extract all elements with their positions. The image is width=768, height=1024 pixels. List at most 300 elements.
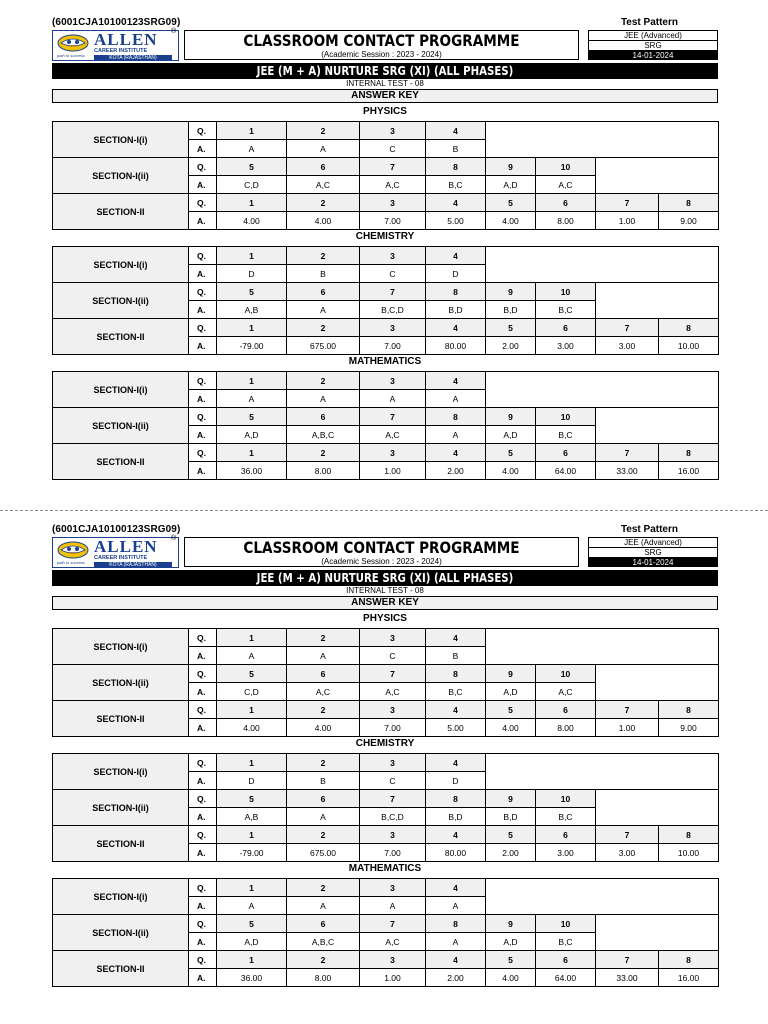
question-number-cell: 7 [360, 665, 426, 683]
question-number-cell: 2 [287, 629, 360, 647]
question-number-cell: 10 [536, 665, 596, 683]
test-pattern-box [588, 537, 718, 567]
empty-cell [596, 790, 719, 826]
question-number-cell: 2 [287, 826, 360, 844]
mathematics-table [52, 371, 719, 480]
question-number-cell: 4 [426, 319, 486, 337]
question-number-cell: 5 [486, 951, 536, 969]
answer-cell: A [426, 933, 486, 951]
allen-logo [52, 30, 179, 61]
section-label: SECTION-I(ii) [53, 408, 189, 444]
question-row [53, 951, 719, 969]
question-number-cell: 9 [486, 665, 536, 683]
question-label: Q. [189, 122, 217, 140]
answer-cell: A [217, 647, 287, 665]
answer-cell: A [360, 897, 426, 915]
question-number-cell: 9 [486, 283, 536, 301]
answer-cell: 7.00 [360, 212, 426, 230]
question-number-cell: 6 [287, 915, 360, 933]
question-number-cell: 9 [486, 158, 536, 176]
question-number-cell: 4 [426, 444, 486, 462]
question-row [53, 194, 719, 212]
answer-label: A. [189, 426, 217, 444]
answer-cell: C,D [217, 176, 287, 194]
question-number-cell: 9 [486, 915, 536, 933]
answer-cell: B,D [426, 301, 486, 319]
question-number-cell: 10 [536, 915, 596, 933]
answer-cell: A,D [486, 426, 536, 444]
answer-cell: B [287, 772, 360, 790]
question-number-cell: 7 [360, 790, 426, 808]
question-row [53, 247, 719, 265]
question-number-cell: 3 [360, 629, 426, 647]
question-number-cell: 6 [536, 951, 596, 969]
answer-cell: A,C [360, 933, 426, 951]
answer-cell: B,D [426, 808, 486, 826]
question-number-cell: 1 [217, 247, 287, 265]
answer-cell: A,C [360, 426, 426, 444]
question-label: Q. [189, 951, 217, 969]
question-label: Q. [189, 194, 217, 212]
answer-cell: 4.00 [287, 719, 360, 737]
question-number-cell: 10 [536, 158, 596, 176]
test-pattern-label: Test Pattern [620, 17, 678, 28]
question-number-cell: 8 [659, 194, 719, 212]
question-number-cell: 10 [536, 283, 596, 301]
question-row [53, 444, 719, 462]
question-label: Q. [189, 879, 217, 897]
question-number-cell: 7 [596, 194, 659, 212]
answer-cell: A,D [217, 933, 287, 951]
logo-subtitle: CAREER INSTITUTE [94, 555, 148, 561]
answer-cell: -79.00 [217, 337, 287, 355]
answer-cell: A [287, 390, 360, 408]
empty-cell [596, 915, 719, 951]
physics-table [52, 121, 719, 230]
question-row [53, 122, 719, 140]
course-banner [52, 63, 718, 79]
question-number-cell: 7 [360, 915, 426, 933]
question-row [53, 879, 719, 897]
question-number-cell: 6 [536, 319, 596, 337]
question-number-cell: 1 [217, 372, 287, 390]
test-pattern-box [588, 30, 718, 60]
question-label: Q. [189, 701, 217, 719]
answer-cell: 4.00 [486, 212, 536, 230]
answer-cell: 2.00 [426, 462, 486, 480]
question-number-cell: 5 [217, 408, 287, 426]
empty-cell [596, 665, 719, 701]
question-number-cell: 2 [287, 122, 360, 140]
programme-title: CLASSROOM CONTACT PROGRAMME [243, 31, 520, 50]
mathematics-table [52, 878, 719, 987]
question-number-cell: 8 [426, 915, 486, 933]
question-row [53, 754, 719, 772]
question-number-cell: 2 [287, 247, 360, 265]
answer-cell: A [426, 426, 486, 444]
question-number-cell: 3 [360, 194, 426, 212]
question-number-cell: 5 [486, 319, 536, 337]
question-number-cell: 6 [287, 790, 360, 808]
question-number-cell: 5 [486, 444, 536, 462]
answer-cell: A,D [486, 933, 536, 951]
registered-mark: ® [171, 28, 177, 35]
answer-cell: A [217, 140, 287, 158]
question-number-cell: 7 [596, 319, 659, 337]
answer-cell: A,C [287, 683, 360, 701]
question-number-cell: 7 [596, 826, 659, 844]
internal-test-label: INTERNAL TEST - 08 [346, 79, 424, 88]
answer-cell: A [360, 390, 426, 408]
answer-cell: 9.00 [659, 212, 719, 230]
answer-cell: B,C,D [360, 808, 426, 826]
section-label: SECTION-I(i) [53, 122, 189, 158]
answer-cell: 64.00 [536, 969, 596, 987]
answer-cell: 9.00 [659, 719, 719, 737]
logo-tagline: path to success [57, 53, 85, 58]
answer-label: A. [189, 719, 217, 737]
answer-cell: 7.00 [360, 844, 426, 862]
answer-cell: C [360, 647, 426, 665]
question-row [53, 629, 719, 647]
subject-title-chemistry: CHEMISTRY [355, 738, 415, 749]
logo-wordmark: ALLEN [94, 30, 158, 49]
answer-cell: A [217, 390, 287, 408]
question-number-cell: 4 [426, 701, 486, 719]
answer-label: A. [189, 265, 217, 283]
question-number-cell: 1 [217, 122, 287, 140]
academic-session: (Academic Session : 2023 - 2024) [321, 557, 442, 566]
answer-cell: 5.00 [426, 719, 486, 737]
answer-label: A. [189, 933, 217, 951]
question-number-cell: 5 [217, 158, 287, 176]
question-number-cell: 7 [360, 283, 426, 301]
question-number-cell: 6 [536, 444, 596, 462]
answer-cell: 3.00 [536, 337, 596, 355]
empty-cell [486, 629, 719, 665]
answer-cell: B,C [536, 933, 596, 951]
question-number-cell: 7 [360, 408, 426, 426]
answer-cell: 4.00 [217, 719, 287, 737]
answer-cell: 64.00 [536, 462, 596, 480]
question-number-cell: 6 [536, 194, 596, 212]
question-number-cell: 1 [217, 319, 287, 337]
question-label: Q. [189, 319, 217, 337]
answer-cell: A,C [360, 683, 426, 701]
question-number-cell: 2 [287, 372, 360, 390]
question-number-cell: 3 [360, 701, 426, 719]
question-label: Q. [189, 665, 217, 683]
question-number-cell: 5 [486, 194, 536, 212]
answer-cell: B [426, 647, 486, 665]
answer-cell: 7.00 [360, 337, 426, 355]
answer-cell: A [426, 390, 486, 408]
question-label: Q. [189, 372, 217, 390]
question-number-cell: 6 [287, 665, 360, 683]
question-number-cell: 4 [426, 879, 486, 897]
question-number-cell: 4 [426, 247, 486, 265]
answer-cell: C,D [217, 683, 287, 701]
answer-cell: 8.00 [536, 719, 596, 737]
answer-cell: 1.00 [360, 462, 426, 480]
subject-title-mathematics: MATHEMATICS [348, 863, 422, 874]
section-label: SECTION-II [53, 444, 189, 480]
question-number-cell: 1 [217, 826, 287, 844]
question-number-cell: 8 [659, 826, 719, 844]
answer-cell: A [287, 897, 360, 915]
answer-cell: 4.00 [217, 212, 287, 230]
question-number-cell: 6 [287, 408, 360, 426]
question-label: Q. [189, 754, 217, 772]
subject-title-physics: PHYSICS [363, 106, 407, 117]
answer-cell: 16.00 [659, 969, 719, 987]
answer-cell: B,C [426, 683, 486, 701]
question-number-cell: 9 [486, 408, 536, 426]
question-number-cell: 6 [287, 283, 360, 301]
answer-cell: 1.00 [596, 212, 659, 230]
question-row [53, 701, 719, 719]
pattern-exam: JEE (Advanced) [588, 537, 718, 547]
question-number-cell: 3 [360, 951, 426, 969]
question-row [53, 283, 719, 301]
question-number-cell: 3 [360, 879, 426, 897]
question-number-cell: 8 [426, 158, 486, 176]
answer-cell: B,C [536, 301, 596, 319]
answer-label: A. [189, 969, 217, 987]
answer-cell: 16.00 [659, 462, 719, 480]
answer-cell: A [287, 808, 360, 826]
question-number-cell: 4 [426, 372, 486, 390]
question-row [53, 319, 719, 337]
question-number-cell: 3 [360, 754, 426, 772]
answer-label: A. [189, 140, 217, 158]
answer-cell: 1.00 [596, 719, 659, 737]
answer-cell: 2.00 [486, 844, 536, 862]
answer-key-heading: ANSWER KEY [52, 89, 718, 103]
pattern-exam: JEE (Advanced) [588, 30, 718, 40]
subject-title-physics: PHYSICS [363, 613, 407, 624]
question-label: Q. [189, 444, 217, 462]
question-label: Q. [189, 158, 217, 176]
logo-tagline: path to success [57, 560, 85, 565]
question-number-cell: 2 [287, 754, 360, 772]
question-number-cell: 6 [287, 158, 360, 176]
answer-cell: 4.00 [287, 212, 360, 230]
question-row [53, 665, 719, 683]
answer-cell: A,B,C [287, 426, 360, 444]
answer-cell: A,C [536, 683, 596, 701]
section-label: SECTION-I(i) [53, 247, 189, 283]
answer-cell: B,D [486, 808, 536, 826]
question-number-cell: 4 [426, 951, 486, 969]
answer-cell: B,C,D [360, 301, 426, 319]
question-number-cell: 8 [426, 790, 486, 808]
question-number-cell: 3 [360, 444, 426, 462]
answer-label: A. [189, 683, 217, 701]
internal-test-label: INTERNAL TEST - 08 [346, 586, 424, 595]
answer-cell: 33.00 [596, 969, 659, 987]
pattern-batch: SRG [588, 547, 718, 557]
answer-cell: C [360, 772, 426, 790]
answer-cell: D [426, 265, 486, 283]
answer-cell: A,C [360, 176, 426, 194]
logo-city: KOTA (RAJASTHAN) [94, 562, 172, 568]
answer-label: A. [189, 212, 217, 230]
answer-cell: A,C [536, 176, 596, 194]
question-label: Q. [189, 283, 217, 301]
academic-session: (Academic Session : 2023 - 2024) [321, 50, 442, 59]
section-label: SECTION-II [53, 701, 189, 737]
answer-cell: 4.00 [486, 719, 536, 737]
empty-cell [596, 158, 719, 194]
question-row [53, 408, 719, 426]
question-number-cell: 3 [360, 247, 426, 265]
question-number-cell: 4 [426, 826, 486, 844]
answer-label: A. [189, 808, 217, 826]
answer-label: A. [189, 844, 217, 862]
question-number-cell: 5 [486, 826, 536, 844]
section-label: SECTION-I(ii) [53, 665, 189, 701]
question-number-cell: 6 [536, 826, 596, 844]
answer-cell: A [287, 140, 360, 158]
answer-cell: 3.00 [596, 337, 659, 355]
question-number-cell: 7 [360, 158, 426, 176]
answer-cell: 675.00 [287, 844, 360, 862]
answer-cell: 2.00 [486, 337, 536, 355]
answer-cell: C [360, 265, 426, 283]
answer-cell: A [287, 647, 360, 665]
answer-cell: -79.00 [217, 844, 287, 862]
question-number-cell: 10 [536, 790, 596, 808]
question-number-cell: 1 [217, 754, 287, 772]
course-banner [52, 570, 718, 586]
subject-title-mathematics: MATHEMATICS [348, 356, 422, 367]
question-label: Q. [189, 915, 217, 933]
empty-cell [486, 372, 719, 408]
question-row [53, 826, 719, 844]
question-number-cell: 2 [287, 701, 360, 719]
answer-label: A. [189, 772, 217, 790]
question-row [53, 158, 719, 176]
logo-city: KOTA (RAJASTHAN) [94, 55, 172, 61]
empty-cell [596, 283, 719, 319]
question-number-cell: 5 [486, 701, 536, 719]
answer-cell: D [426, 772, 486, 790]
question-number-cell: 1 [217, 629, 287, 647]
answer-cell: 8.00 [287, 969, 360, 987]
pattern-date: 14-01-2024 [588, 557, 718, 567]
section-label: SECTION-I(i) [53, 372, 189, 408]
section-label: SECTION-I(i) [53, 879, 189, 915]
question-number-cell: 7 [596, 701, 659, 719]
question-row [53, 915, 719, 933]
answer-cell: 7.00 [360, 719, 426, 737]
question-number-cell: 3 [360, 372, 426, 390]
answer-cell: 8.00 [536, 212, 596, 230]
answer-cell: A,B,C [287, 933, 360, 951]
section-label: SECTION-I(ii) [53, 915, 189, 951]
empty-cell [486, 754, 719, 790]
question-number-cell: 9 [486, 790, 536, 808]
question-number-cell: 2 [287, 951, 360, 969]
paper-code: (6001CJA10100123SRG09) [52, 17, 181, 28]
logo-wordmark: ALLEN [94, 537, 158, 556]
programme-title: CLASSROOM CONTACT PROGRAMME [243, 538, 520, 557]
question-number-cell: 7 [596, 951, 659, 969]
question-number-cell: 7 [596, 444, 659, 462]
question-label: Q. [189, 247, 217, 265]
question-number-cell: 3 [360, 826, 426, 844]
answer-label: A. [189, 176, 217, 194]
question-number-cell: 1 [217, 701, 287, 719]
answer-cell: 10.00 [659, 337, 719, 355]
answer-cell: 1.00 [360, 969, 426, 987]
answer-cell: 675.00 [287, 337, 360, 355]
answer-cell: 2.00 [426, 969, 486, 987]
question-number-cell: 8 [659, 319, 719, 337]
section-label: SECTION-II [53, 194, 189, 230]
question-number-cell: 4 [426, 194, 486, 212]
answer-cell: C [360, 140, 426, 158]
answer-cell: A,C [287, 176, 360, 194]
question-number-cell: 1 [217, 879, 287, 897]
question-number-cell: 8 [426, 283, 486, 301]
question-number-cell: 3 [360, 122, 426, 140]
section-label: SECTION-II [53, 826, 189, 862]
empty-cell [486, 122, 719, 158]
pattern-batch: SRG [588, 40, 718, 50]
answer-cell: 3.00 [596, 844, 659, 862]
subject-title-chemistry: CHEMISTRY [355, 231, 415, 242]
answer-cell: B [287, 265, 360, 283]
pattern-date: 14-01-2024 [588, 50, 718, 60]
answer-cell: A [287, 301, 360, 319]
question-number-cell: 1 [217, 951, 287, 969]
answer-cell: 33.00 [596, 462, 659, 480]
answer-cell: B,C [426, 176, 486, 194]
answer-cell: B [426, 140, 486, 158]
question-row [53, 790, 719, 808]
question-number-cell: 5 [217, 790, 287, 808]
answer-cell: 10.00 [659, 844, 719, 862]
registered-mark: ® [171, 535, 177, 542]
question-number-cell: 8 [659, 951, 719, 969]
answer-cell: 36.00 [217, 462, 287, 480]
answer-label: A. [189, 647, 217, 665]
question-number-cell: 4 [426, 122, 486, 140]
section-label: SECTION-I(ii) [53, 158, 189, 194]
question-number-cell: 8 [426, 665, 486, 683]
question-number-cell: 10 [536, 408, 596, 426]
chemistry-table [52, 246, 719, 355]
section-label: SECTION-II [53, 319, 189, 355]
test-pattern-label: Test Pattern [620, 524, 678, 535]
question-number-cell: 1 [217, 444, 287, 462]
question-label: Q. [189, 826, 217, 844]
question-number-cell: 8 [426, 408, 486, 426]
question-number-cell: 2 [287, 444, 360, 462]
answer-cell: 5.00 [426, 212, 486, 230]
answer-cell: A [426, 897, 486, 915]
question-label: Q. [189, 790, 217, 808]
answer-cell: B,C [536, 808, 596, 826]
section-label: SECTION-I(i) [53, 629, 189, 665]
question-number-cell: 6 [536, 701, 596, 719]
title-box [184, 537, 579, 567]
question-number-cell: 8 [659, 444, 719, 462]
answer-cell: B,C [536, 426, 596, 444]
section-label: SECTION-II [53, 951, 189, 987]
